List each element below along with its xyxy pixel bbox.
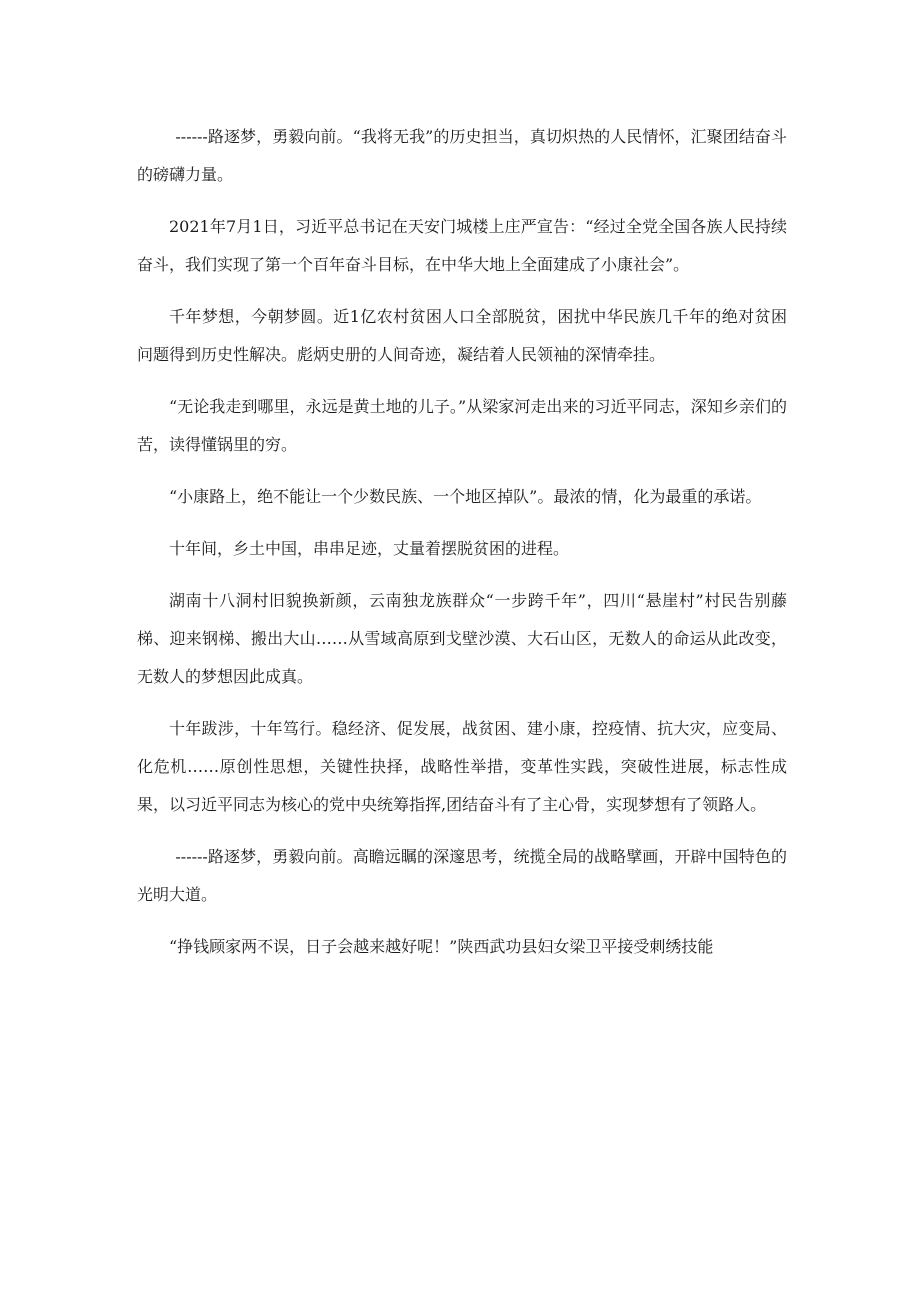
document-body (137, 118, 787, 980)
paragraph-7: 湖南十八洞村旧貌换新颜，云南独龙族群众“一步跨千年”，四川“悬崖村”村民告别藤梯、迎来钢梯、搬出大山……从雪域高原到戈壁沙漠、大石山区，无数人的命运从此改变，无数人的梦想因此成真。 (137, 591, 787, 686)
paragraph-4: “无论我走到哪里，永远是黄土地的儿子。”从梁家河走出来的习近平同志，深知乡亲们的苦，读得懂锅里的穷。 (137, 397, 787, 454)
paragraph-9: ------路逐梦，勇毅向前。高瞻远瞩的深邃思考，统揽全局的战略擘画，开辟中国特色的光明大道。 (137, 847, 787, 904)
paragraph-5: “小康路上，绝不能让一个少数民族、一个地区掉队”。最浓的情，化为最重的承诺。 (169, 487, 762, 506)
paragraph-6: 十年间，乡土中国，串串足迹，丈量着摆脱贫困的进程。 (169, 539, 570, 558)
paragraph-1: ------路逐梦，勇毅向前。“我将无我”的历史担当，真切炽热的人民情怀，汇聚团结奋斗的磅礴力量。 (137, 127, 787, 184)
paragraph-8: 十年跋涉，十年笃行。稳经济、促发展，战贫困、建小康，控疫情、抗大灾，应变局、化危机……原创性思想，关键性抉择，战略性举措，变革性实践，突破性进展，标志性成果，以习近平同志为核心的党中央统筹指挥,团结奋斗有了主心骨，实现梦想有了领路人。 (137, 719, 787, 814)
paragraph-2: 2021年7月1日，习近平总书记在天安门城楼上庄严宣告：“经过全党全国各族人民持续奋斗，我们实现了第一个百年奋斗目标，在中华大地上全面建成了小康社会”。 (137, 217, 787, 274)
paragraph-10: “挣钱顾家两不误，日子会越来越好呢！”陕西武功县妇女梁卫平接受刺绣技能 (169, 937, 714, 956)
paragraph-3: 千年梦想，今朝梦圆。近1亿农村贫困人口全部脱贫，困扰中华民族几千年的绝对贫困问题得到历史性解决。彪炳史册的人间奇迹，凝结着人民领袖的深情牵挂。 (137, 307, 787, 364)
